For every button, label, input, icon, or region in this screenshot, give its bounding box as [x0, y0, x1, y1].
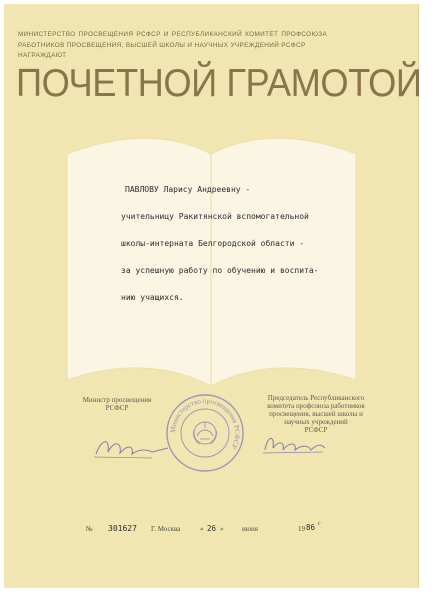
- header-line-2: РАБОТНИКОВ ПРОСВЕЩЕНИЯ, ВЫСШЕЙ ШКОЛЫ И НАУЧНЫХ УЧРЕЖДЕНИЙ РСФСР: [18, 41, 306, 49]
- header: [18, 30, 338, 62]
- minister-title: Министр просвещения: [82, 396, 152, 404]
- day-open-quote: «: [200, 525, 204, 533]
- chairman-title-5: РСФСР: [304, 426, 328, 434]
- award-line-2: учительницу Ракитянской вспомогательной: [121, 212, 309, 221]
- certificate-title: ПОЧЕТНОЙ ГРАМОТОЙ: [16, 62, 422, 105]
- day-close-quote: »: [220, 525, 224, 533]
- chairman-title-4: научных учреждений: [284, 418, 348, 426]
- award-line-4: за успешную работу по обучению и воспита-: [121, 266, 319, 275]
- year-prefix: 19: [298, 525, 305, 533]
- coat-of-arms-icon: [193, 422, 216, 444]
- minister-signature: [92, 432, 172, 462]
- chairman-title-1: Председатель Республиканского: [267, 394, 365, 402]
- official-stamp: [164, 392, 246, 474]
- certificate-number: 301627: [108, 524, 137, 533]
- award-text: [121, 176, 321, 311]
- year-suffix: 86: [306, 523, 316, 532]
- header-line-3: НАГРАЖДАЮТ: [18, 52, 67, 59]
- city: Г. Москва: [151, 525, 181, 533]
- day: 26: [207, 524, 217, 533]
- award-line-3: школы-интерната Белгородской области -: [121, 239, 305, 248]
- stamp-text: Министерство просвещения РСФСР: [168, 396, 242, 450]
- chairman-signature: [259, 430, 329, 458]
- award-line-5: нию учащихся.: [121, 293, 184, 302]
- chairman-title-2: комитета профсоюза работников: [267, 402, 365, 410]
- chairman-signatory: [251, 394, 381, 434]
- certificate-sheet: [4, 4, 422, 588]
- certificate-number-label: №: [86, 525, 93, 533]
- recipient-line: ПАВЛОВУ Ларису Андреевну -: [125, 185, 251, 194]
- month: июня: [242, 525, 258, 533]
- chairman-title-3: просвещения, высшей школы и: [269, 410, 363, 418]
- minister-org: РСФСР: [105, 404, 129, 412]
- year-mark: г: [318, 521, 321, 527]
- minister-signatory: [77, 396, 157, 412]
- header-line-1: МИНИСТЕРСТВО ПРОСВЕЩЕНИЯ РСФСР И РЕСПУБЛИКАНСКИЙ КОМИТЕТ ПРОФСОЮЗА: [18, 31, 328, 38]
